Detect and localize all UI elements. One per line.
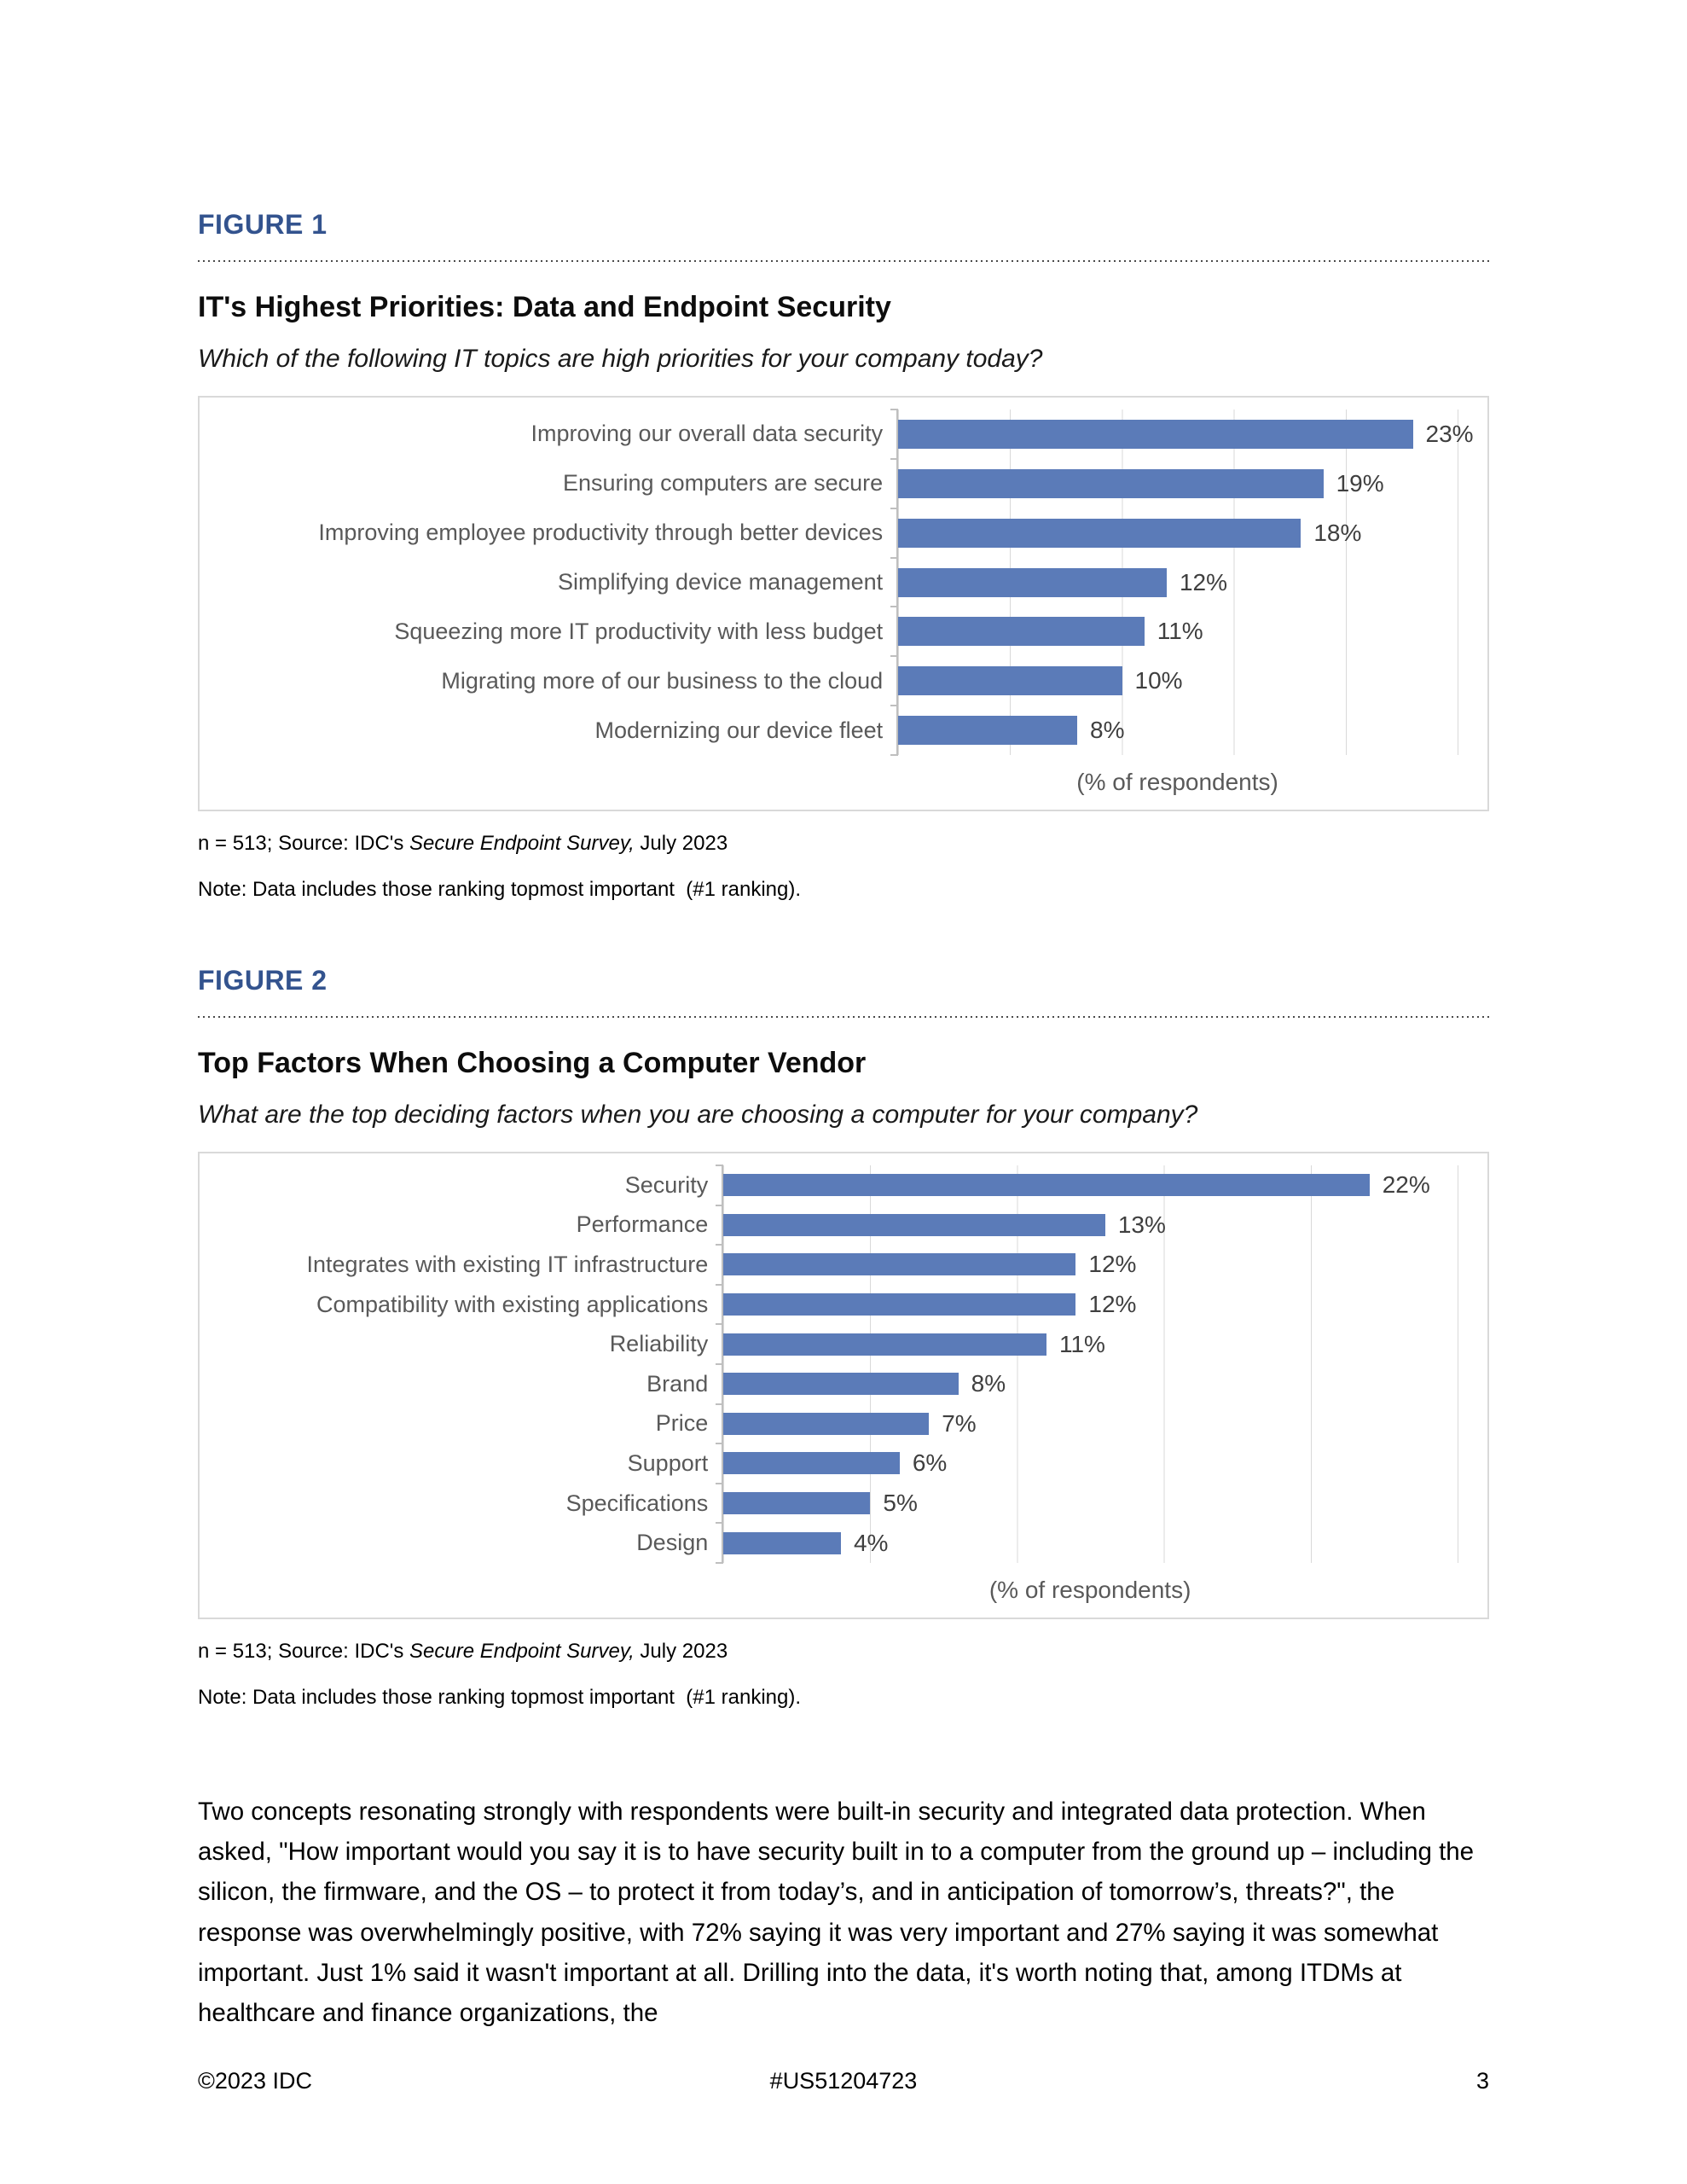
chart-row: [210, 410, 1474, 459]
category-label: Modernizing our device fleet: [594, 717, 884, 743]
bar: [898, 617, 1145, 646]
page-content: [198, 209, 1489, 2033]
category-label: Reliability: [609, 1331, 709, 1357]
bar-track: [896, 706, 1458, 755]
category-label: Improving employee productivity through better devices: [318, 520, 884, 546]
source-date: July 2023: [634, 832, 728, 855]
value-label: 11%: [1157, 618, 1203, 645]
value-label: 10%: [1134, 667, 1183, 694]
chart-row: [210, 1443, 1458, 1484]
category-label: Compatibility with existing applications: [316, 1291, 709, 1317]
chart-row: [210, 1324, 1458, 1364]
body-paragraph: Two concepts resonating strongly with respondents were built-in security and integrated data protection. When asked, "How important would you say it is to have security built in to a computer from the ground up – including the silicon, the firmware, and the OS – to protect it from today’s, and in anticipation of tomorrow’s, threats?", the response was overwhelmingly positive, with 72% saying it was very important and 27% saying it was somewhat important. Just 1% said it wasn't important at all. Drilling into the data, it's worth noting that, among ITDMs at healthcare and finance organizations, the: [198, 1798, 1475, 2027]
figure1-divider: [198, 259, 1489, 262]
category-label: Improving our overall data security: [530, 421, 884, 447]
figure2-question: What are the top deciding factors when you are choosing a computer for your company?: [198, 1101, 1198, 1129]
value-label: 8%: [971, 1370, 1006, 1397]
footer-page-number: 3: [1475, 2068, 1490, 2094]
figure2-bar-chart: [198, 1152, 1489, 1619]
figure1-section: [198, 209, 1489, 902]
category-label: Price: [655, 1410, 709, 1437]
bar-track: [722, 1324, 1458, 1364]
value-label: 18%: [1313, 519, 1362, 546]
value-label: 13%: [1117, 1211, 1166, 1238]
value-label: 12%: [1088, 1251, 1137, 1278]
value-label: 7%: [942, 1409, 977, 1437]
figure1-label: FIGURE 1: [198, 209, 328, 240]
bar-track: [722, 1364, 1458, 1404]
category-label: Ensuring computers are secure: [563, 470, 884, 497]
figure2-source-line: [198, 1640, 1489, 1664]
bar: [898, 568, 1167, 597]
chart-row: [210, 459, 1458, 508]
bar-track: [722, 1443, 1458, 1484]
section-spacer: [198, 902, 1489, 965]
source-text: n = 513; Source: IDC's: [198, 832, 410, 855]
bar: [723, 1293, 1075, 1316]
category-label: Squeezing more IT productivity with less budget: [394, 618, 884, 644]
bar: [723, 1373, 958, 1395]
category-label: Specifications: [565, 1490, 709, 1516]
bar-track: [896, 558, 1458, 607]
value-label: 11%: [1058, 1330, 1105, 1357]
chart-row: [210, 1364, 1458, 1404]
value-label: 5%: [883, 1490, 918, 1517]
figure1-title: IT's Highest Priorities: Data and Endpoint Security: [198, 291, 891, 323]
plot-area: [210, 410, 1474, 755]
bar: [723, 1253, 1075, 1275]
category-label: Simplifying device management: [557, 568, 884, 595]
value-label: 12%: [1088, 1291, 1137, 1318]
category-label: Migrating more of our business to the cloud: [441, 667, 884, 694]
chart-row: [210, 558, 1458, 607]
chart-row: [210, 607, 1458, 656]
bar-track: [722, 1205, 1458, 1246]
bar-track: [896, 459, 1458, 508]
category-label: Design: [636, 1530, 709, 1556]
figure2-note-line: Note: Data includes those ranking topmost important (#1 ranking).: [198, 1686, 802, 1709]
value-label: 23%: [1425, 420, 1474, 447]
chart-row: [210, 1165, 1458, 1205]
chart-row: [210, 706, 1458, 755]
bar-track: [722, 1245, 1458, 1285]
plot-area: [210, 1165, 1458, 1563]
category-label: Support: [627, 1449, 709, 1476]
category-label: Brand: [646, 1370, 709, 1397]
value-label: 8%: [1090, 717, 1125, 744]
bar: [898, 666, 1122, 695]
category-label: Performance: [576, 1211, 709, 1238]
page-footer: [198, 2068, 1489, 2094]
bar-track: [722, 1484, 1458, 1524]
bar: [723, 1452, 900, 1474]
chart-row: [210, 656, 1458, 706]
category-label: Integrates with existing IT infrastructure: [306, 1251, 709, 1277]
chart-row: [210, 1523, 1458, 1563]
value-label: 4%: [853, 1529, 889, 1556]
chart-row: [210, 1245, 1458, 1285]
figure1-question: Which of the following IT topics are high priorities for your company today?: [198, 345, 1043, 373]
chart-row: [210, 1205, 1458, 1246]
figure2-section: [198, 965, 1489, 1710]
chart-row: [210, 1285, 1458, 1325]
bar: [723, 1492, 870, 1514]
chart-row: [210, 1404, 1458, 1444]
source-date: July 2023: [634, 1640, 728, 1663]
bar: [723, 1333, 1046, 1356]
bar-track: [896, 607, 1458, 656]
x-axis-label: (% of respondents): [1076, 769, 1278, 795]
bar-track: [896, 656, 1458, 706]
bar: [898, 469, 1323, 498]
source-survey-name: Secure Endpoint Survey,: [409, 1640, 635, 1663]
value-label: 12%: [1179, 568, 1228, 595]
bar-track: [896, 410, 1474, 459]
bar: [723, 1413, 929, 1435]
source-survey-name: Secure Endpoint Survey,: [409, 832, 635, 855]
figure1-source-line: [198, 832, 1489, 856]
footer-copyright: ©2023 IDC: [198, 2068, 312, 2094]
bar: [723, 1532, 841, 1554]
bar-track: [722, 1165, 1458, 1205]
figure2-divider: [198, 1015, 1489, 1018]
bar: [898, 716, 1077, 745]
bar-track: [722, 1404, 1458, 1444]
value-label: 6%: [912, 1449, 948, 1477]
bar: [898, 519, 1301, 548]
chart-row: [210, 508, 1458, 558]
bar-track: [896, 508, 1458, 558]
figure2-label: FIGURE 2: [198, 965, 328, 996]
bar: [723, 1214, 1105, 1236]
bar: [723, 1174, 1369, 1196]
value-label: 22%: [1382, 1171, 1430, 1199]
figure2-title: Top Factors When Choosing a Computer Vendor: [198, 1047, 867, 1079]
category-label: Security: [624, 1171, 709, 1198]
chart-row: [210, 1484, 1458, 1524]
figure1-note-line: Note: Data includes those ranking topmost important (#1 ranking).: [198, 878, 802, 901]
bar-track: [722, 1285, 1458, 1325]
source-text: n = 513; Source: IDC's: [198, 1640, 410, 1663]
bar-track: [722, 1523, 1458, 1563]
x-axis-label: (% of respondents): [988, 1577, 1191, 1603]
figure1-bar-chart: [198, 396, 1489, 811]
value-label: 19%: [1336, 469, 1384, 497]
bar: [898, 420, 1412, 449]
footer-doc-number: #US51204723: [769, 2068, 918, 2094]
